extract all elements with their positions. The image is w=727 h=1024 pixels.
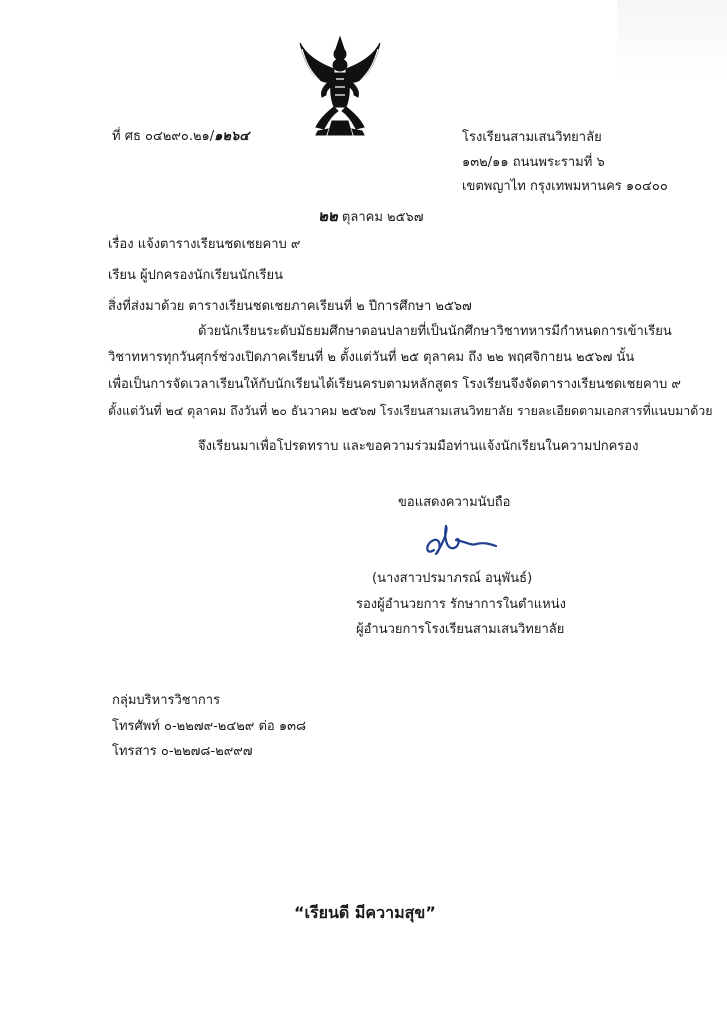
body-line-2: วิชาทหารทุกวันศุกร์ช่วงเปิดภาคเรียนที่ ๒ ตั้งแต่วันที่ ๒๕ ตุลาคม ถึง ๒๒ พฤศจิกายน ๒๕๖๗ นั้น xyxy=(108,350,635,365)
contact-department: กลุ่มบริหารวิชาการ xyxy=(112,693,221,708)
reference-number-handwritten: ๑๒๖๔ xyxy=(214,129,250,144)
reference-number xyxy=(112,128,249,146)
signature-mark xyxy=(420,522,500,564)
letter-date xyxy=(318,207,423,227)
contact-fax: โทรสาร ๐-๒๒๗๘-๒๙๙๗ xyxy=(112,744,253,759)
signatory-position-2: ผู้อำนวยการโรงเรียนสามเสนวิทยาลัย xyxy=(356,622,565,637)
contact-phone: โทรศัพท์ ๐-๒๒๗๙-๒๔๒๙ ต่อ ๑๓๘ xyxy=(112,719,306,734)
body-line-1: ด้วยนักเรียนระดับมัธยมศึกษาตอนปลายที่เป็นนักศึกษาวิชาทหารมีกำหนดการเข้าเรียน xyxy=(198,324,672,339)
date-month-year: ตุลาคม ๒๕๖๗ xyxy=(341,210,424,225)
body-line-4: ตั้งแต่วันที่ ๒๔ ตุลาคม ถึงวันที่ ๒๐ ธันวาคม ๒๕๖๗ โรงเรียนสามเสนวิทยาลัย รายละเอียดตามเอกสารที่แนบมาด้วย xyxy=(108,403,713,418)
address-line-1: ๑๓๒/๑๑ ถนนพระรามที่ ๖ xyxy=(462,155,605,170)
signatory-position-1: รองผู้อำนวยการ รักษาการในตำแหน่ง xyxy=(356,597,566,612)
signatory-name: (นางสาวปรมาภรณ์ อนุพันธ์) xyxy=(372,571,533,586)
school-name: โรงเรียนสามเสนวิทยาลัย xyxy=(462,130,602,145)
body-line-3: เพื่อเป็นการจัดเวลาเรียนให้กับนักเรียนได้เรียนครบตามหลักสูตร โรงเรียนจึงจัดตารางเรียนชดเชยคาบ ๙ xyxy=(108,377,681,392)
garuda-emblem-icon xyxy=(296,35,384,140)
letter-salutation: เรียน ผู้ปกครองนักเรียนนักเรียน xyxy=(108,268,284,283)
reference-prefix: ที่ ศธ ๐๔๒๙๐.๒๑/ xyxy=(112,129,215,144)
closing-line: จึงเรียนมาเพื่อโปรดทราบ และขอความร่วมมือท่านแจ้งนักเรียนในความปกครอง xyxy=(198,439,639,454)
school-motto: “เรียนดี มีความสุข” xyxy=(294,903,436,922)
date-day-handwritten: ๒๒ xyxy=(318,207,338,225)
letter-enclosure: สิ่งที่ส่งมาด้วย ตารางเรียนชดเชยภาคเรียนที่ ๒ ปีการศึกษา ๒๕๖๗ xyxy=(108,299,472,314)
address-line-2: เขตพญาไท กรุงเทพมหานคร ๑๐๔๐๐ xyxy=(462,179,668,194)
letter-subject: เรื่อง แจ้งตารางเรียนชดเชยคาบ ๙ xyxy=(108,237,301,252)
complimentary-close: ขอแสดงความนับถือ xyxy=(398,495,511,510)
scan-shadow xyxy=(617,0,727,80)
